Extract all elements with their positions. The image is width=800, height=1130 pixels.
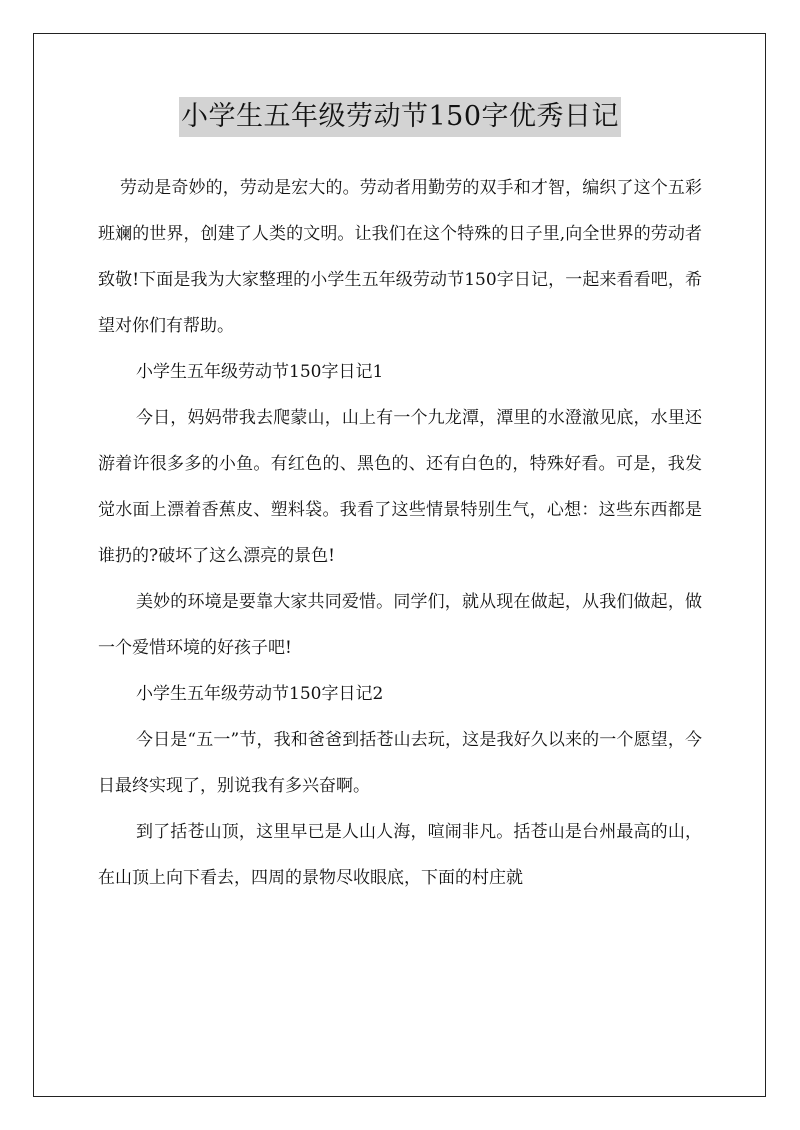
diary-1-paragraph-1: 今日，妈妈带我去爬蒙山，山上有一个九龙潭，潭里的水澄澈见底，水里还游着许很多多的小鱼。有红色的、黑色的、还有白色的，特殊好看。可是，我发觉水面上漂着香蕉皮、塑料袋。我看了这些情景特别生气，心想：这些东西都是谁扔的?破坏了这么漂亮的景色! — [98, 408, 702, 566]
diary-heading-1: 小学生五年级劳动节150字日记1 — [136, 362, 384, 382]
document-body — [98, 165, 702, 901]
diary-heading-2: 小学生五年级劳动节150字日记2 — [136, 684, 384, 704]
title-container — [0, 97, 800, 137]
diary-2-paragraph-2: 到了括苍山顶，这里早已是人山人海，喧闹非凡。括苍山是台州最高的山，在山顶上向下看去，四周的景物尽收眼底，下面的村庄就 — [98, 822, 702, 888]
diary-2-paragraph-1: 今日是“五一”节，我和爸爸到括苍山去玩，这是我好久以来的一个愿望，今日最终实现了，别说我有多兴奋啊。 — [98, 730, 702, 796]
document-title: 小学生五年级劳动节150字优秀日记 — [179, 97, 621, 137]
diary-1-paragraph-2: 美妙的环境是要靠大家共同爱惜。同学们，就从现在做起，从我们做起，做一个爱惜环境的好孩子吧! — [98, 592, 702, 658]
intro-paragraph: 劳动是奇妙的，劳动是宏大的。劳动者用勤劳的双手和才智，编织了这个五彩班斓的世界，创建了人类的文明。让我们在这个特殊的日子里,向全世界的劳动者致敬!下面是我为大家整理的小学生五年级劳动节150字日记，一起来看看吧，希望对你们有帮助。 — [98, 178, 702, 336]
